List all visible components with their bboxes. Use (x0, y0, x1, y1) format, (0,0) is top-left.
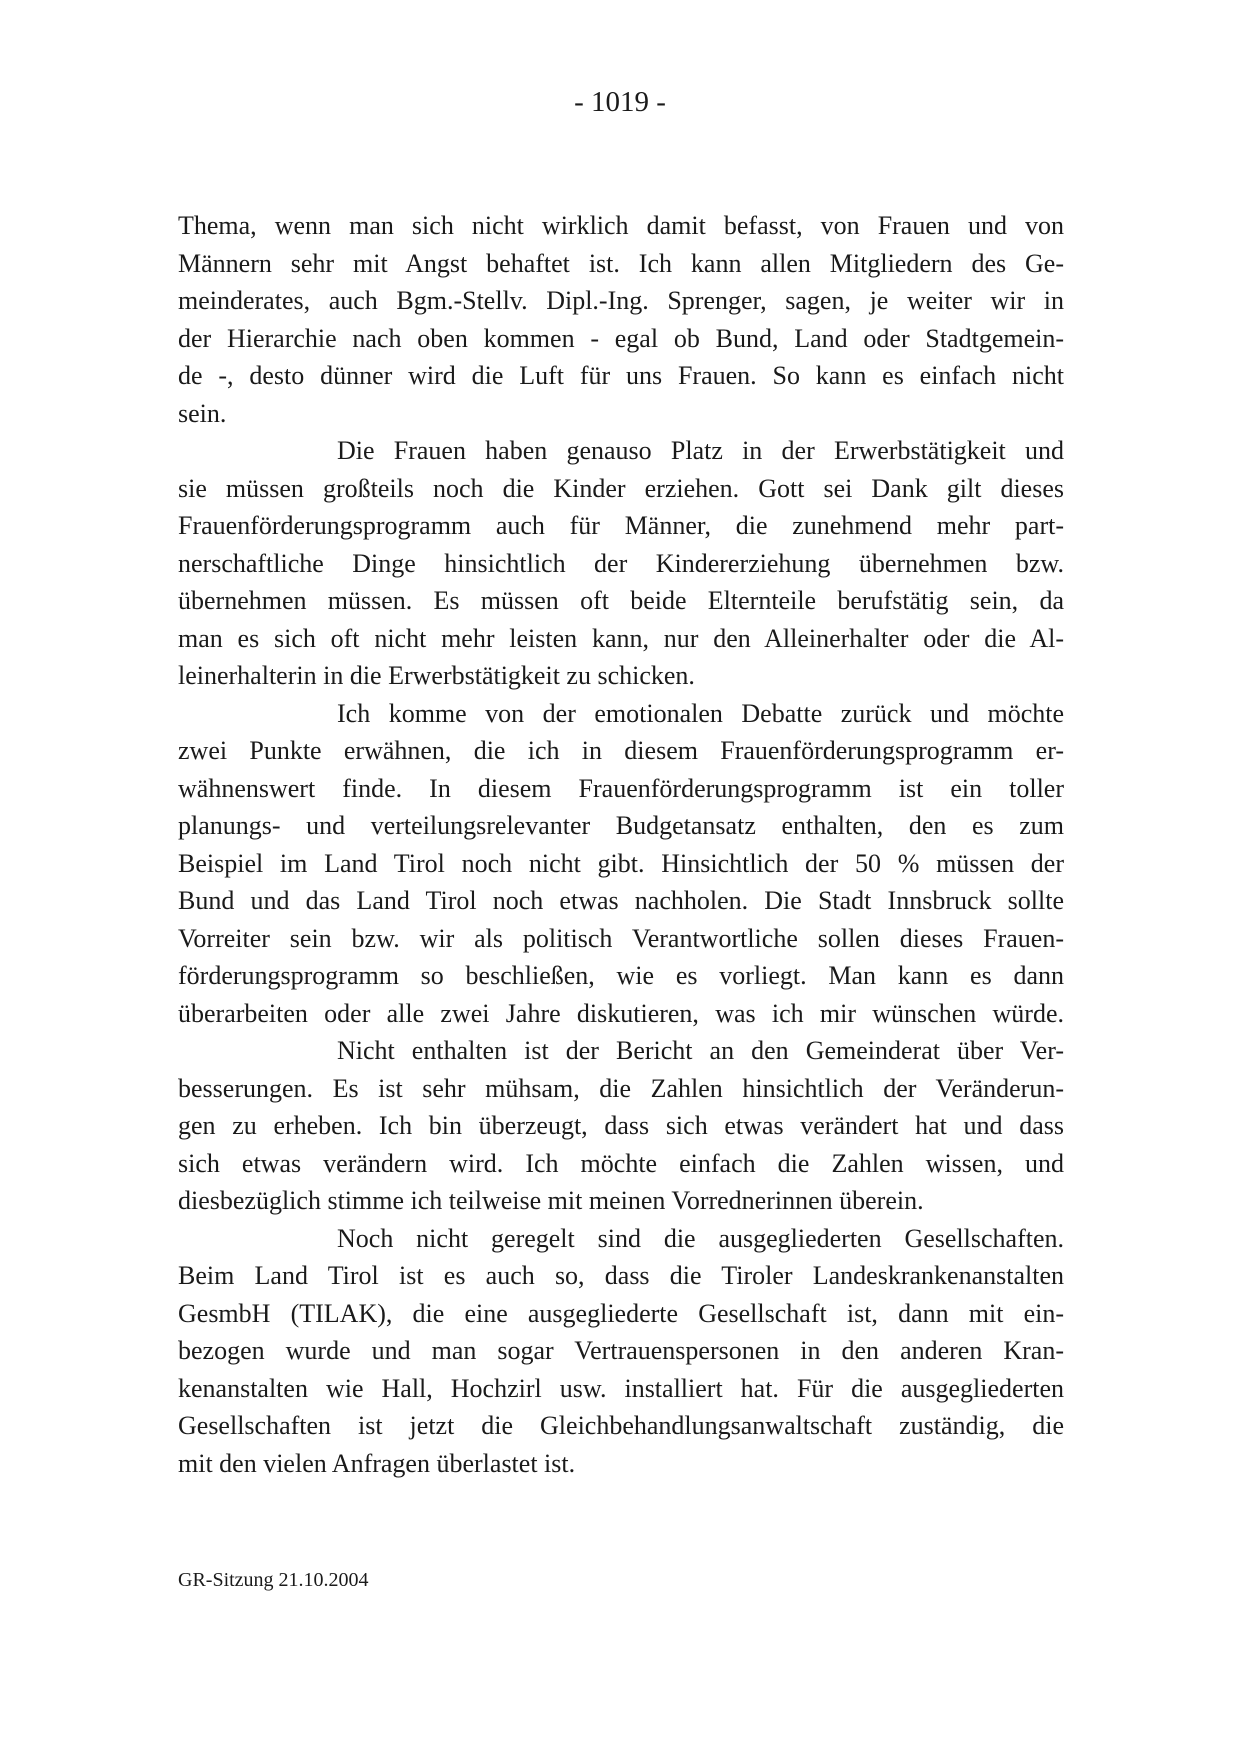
text-line: gen zu erheben. Ich bin überzeugt, dass sich etwas verändert hat und dass (178, 1111, 1064, 1140)
text-line: überarbeiten oder alle zwei Jahre diskutieren, was ich mir wünschen würde. (178, 998, 1064, 1028)
text-line: sein. (178, 398, 227, 428)
text-line: Nicht enthalten ist der Bericht an den Gemeinderat über Ver- (337, 1036, 1064, 1065)
text-line: nerschaftliche Dinge hinsichtlich der Kindererziehung übernehmen bzw. (178, 548, 1064, 578)
text-line: mit den vielen Anfragen überlastet ist. (178, 1448, 576, 1478)
text-line: planungs- und verteilungsrelevanter Budgetansatz enthalten, den es zum (178, 811, 1064, 840)
text-line: sich etwas verändern wird. Ich möchte einfach die Zahlen wissen, und (178, 1148, 1064, 1178)
text-line: meinderates, auch Bgm.-Stellv. Dipl.-Ing. Sprenger, sagen, je weiter wir in (178, 286, 1064, 315)
text-line: Männern sehr mit Angst behaftet ist. Ich kann allen Mitgliedern des Ge- (178, 248, 1064, 278)
body-text (178, 207, 1064, 1482)
text-line: förderungsprogramm so beschließen, wie es vorliegt. Man kann es dann (178, 961, 1064, 990)
text-line: Bund und das Land Tirol noch etwas nachholen. Die Stadt Innsbruck sollte (178, 886, 1064, 915)
text-line: besserungen. Es ist sehr mühsam, die Zahlen hinsichtlich der Veränderun- (178, 1073, 1064, 1103)
text-line: zwei Punkte erwähnen, die ich in diesem Frauenförderungsprogramm er- (178, 736, 1064, 765)
paragraph (178, 695, 1064, 1033)
text-line: Die Frauen haben genauso Platz in der Erwerbstätigkeit und (337, 436, 1064, 465)
text-line: Vorreiter sein bzw. wir als politisch Verantwortliche sollen dieses Frauen- (178, 923, 1064, 953)
text-line: sie müssen großteils noch die Kinder erziehen. Gott sei Dank gilt dieses (178, 473, 1064, 503)
text-line: GesmbH (TILAK), die eine ausgegliederte Gesellschaft ist, dann mit ein- (178, 1298, 1064, 1328)
text-line: wähnenswert finde. In diesem Frauenförderungsprogramm ist ein toller (178, 773, 1064, 803)
text-line: de -, desto dünner wird die Luft für uns Frauen. So kann es einfach nicht (178, 361, 1064, 390)
text-line: Thema, wenn man sich nicht wirklich damit befasst, von Frauen und von (178, 211, 1064, 240)
text-line: diesbezüglich stimme ich teilweise mit meinen Vorrednerinnen überein. (178, 1186, 924, 1215)
paragraph (178, 1220, 1064, 1483)
text-line: bezogen wurde und man sogar Vertrauenspersonen in den anderen Kran- (178, 1336, 1064, 1365)
paragraph (178, 432, 1064, 695)
text-line: leinerhalterin in die Erwerbstätigkeit zu schicken. (178, 661, 695, 690)
text-line: Gesellschaften ist jetzt die Gleichbehandlungsanwaltschaft zuständig, die (178, 1411, 1064, 1440)
text-line: Noch nicht geregelt sind die ausgegliederten Gesellschaften. (337, 1223, 1064, 1253)
text-line: kenanstalten wie Hall, Hochzirl usw. installiert hat. Für die ausgegliederten (178, 1373, 1064, 1403)
text-line: Ich komme von der emotionalen Debatte zurück und möchte (337, 698, 1064, 728)
text-line: Frauenförderungsprogramm auch für Männer, die zunehmend mehr part- (178, 511, 1064, 540)
text-line: übernehmen müssen. Es müssen oft beide Elternteile berufstätig sein, da (178, 586, 1064, 615)
footer-note: GR-Sitzung 21.10.2004 (178, 1569, 369, 1591)
paragraph (178, 207, 1064, 432)
paragraph (178, 1032, 1064, 1220)
text-line: Beispiel im Land Tirol noch nicht gibt. Hinsichtlich der 50 % müssen der (178, 848, 1064, 878)
text-line: man es sich oft nicht mehr leisten kann, nur den Alleinerhalter oder die Al- (178, 623, 1064, 653)
text-line: der Hierarchie nach oben kommen - egal ob Bund, Land oder Stadtgemein- (178, 323, 1064, 353)
text-line: Beim Land Tirol ist es auch so, dass die Tiroler Landeskrankenanstalten (178, 1261, 1064, 1290)
page-number: - 1019 - (574, 86, 666, 118)
